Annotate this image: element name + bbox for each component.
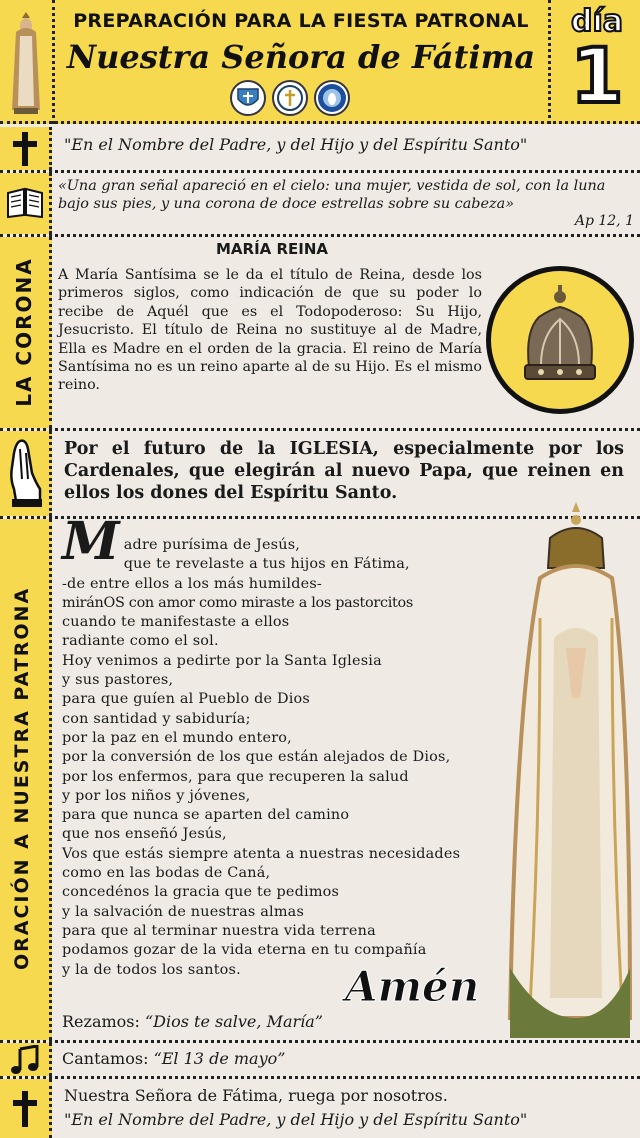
intention-text: Por el futuro de la IGLESIA, especialmente por los Cardenales, que elegirán al nuevo Papa, que reinen en ellos los dones del Espíritu Santo. — [64, 439, 624, 503]
prayer-line: concedénos la gracia que te pedimos — [62, 884, 340, 901]
parish-logo-icon — [230, 80, 266, 116]
marian-logo-icon — [314, 80, 350, 116]
prayer-line: y por los niños y jóvenes, — [62, 787, 251, 804]
scripture-reference: Ap 12, 1 — [574, 213, 634, 229]
prayer-line: que nos enseñó Jesús, — [62, 826, 227, 843]
prayer-line: para que al terminar nuestra vida terrena — [62, 922, 376, 939]
left-column-cell — [0, 173, 52, 234]
prayer-line: Hoy venimos a pedirte por la Santa Iglesia — [62, 652, 382, 669]
prayer-line: podamos gozar de la vida eterna en tu compañía — [62, 942, 427, 959]
prayer-line: y la salvación de nuestras almas — [62, 903, 305, 920]
left-column-cell — [0, 1043, 52, 1076]
day-number: 1 — [570, 31, 624, 120]
header-subtitle: Nuestra Señora de Fátima — [66, 38, 536, 76]
sign-of-cross-text: "En el Nombre del Padre, y del Hijo y del Espíritu Santo" — [64, 135, 528, 154]
cross-icon — [13, 1091, 37, 1127]
song-line — [62, 1049, 285, 1068]
left-column-cell — [0, 519, 52, 1040]
prayer-line: cuando te manifestaste a ellos — [62, 614, 290, 631]
la-corona-label: LA CORONA — [12, 257, 36, 407]
bible-icon — [6, 187, 44, 219]
prayer-line: radiante como el sol. — [62, 633, 219, 650]
prayer-line: por la paz en el mundo entero, — [62, 729, 292, 746]
prayer-line: miránOS con amor como miraste a los pastorcitos — [62, 594, 413, 611]
logo-row — [230, 80, 360, 116]
closing-invocation: Nuestra Señora de Fátima, ruega por nosotros. — [64, 1086, 448, 1105]
closing-sign-of-cross: "En el Nombre del Padre, y del Hijo y del Espíritu Santo" — [64, 1110, 528, 1129]
school-logo-icon — [272, 80, 308, 116]
divider — [0, 170, 640, 173]
scripture-text: «Una gran señal apareció en el cielo: una mujer, vestida de sol, con la luna bajo sus pies, y una corona de doce estrellas sobre su cabeza» — [58, 178, 606, 212]
song-title: “El 13 de mayo” — [153, 1049, 286, 1068]
divider — [0, 428, 640, 431]
left-column-cell — [0, 237, 52, 428]
header-divider — [548, 0, 551, 124]
header — [0, 0, 640, 124]
section-heading: MARÍA REINA — [216, 240, 329, 258]
header-title: PREPARACIÓN PARA LA FIESTA PATRONAL — [73, 10, 529, 32]
left-column-cell — [0, 127, 52, 170]
prayer-line: por los enfermos, para que recuperen la salud — [62, 768, 409, 785]
praying-hands-icon — [6, 439, 46, 509]
song-label: Cantamos: — [62, 1049, 149, 1068]
prayer-line: con santidad y sabiduría; — [62, 710, 251, 727]
header-divider — [52, 0, 55, 124]
amen-text: Amén — [345, 962, 480, 1011]
prayer-line: y sus pastores, — [62, 672, 174, 689]
divider — [0, 1040, 640, 1043]
prayer-line: que te revelaste a tus hijos en Fátima, — [123, 556, 410, 573]
prayer-dropcap: M — [62, 511, 120, 572]
divider — [0, 234, 640, 237]
rezamos-label: Rezamos: — [62, 1012, 140, 1031]
prayer-line: por la conversión de los que están alejados de Dios, — [62, 749, 451, 766]
statue-thumbnail-icon — [6, 6, 46, 118]
prayer-line: adre purísima de Jesús, — [123, 537, 301, 553]
left-column-cell — [0, 431, 52, 516]
prayer-line: para que nunca se aparten del camino — [62, 807, 350, 824]
music-note-icon — [11, 1045, 39, 1075]
crown-icon — [491, 271, 629, 409]
prayer-line: -de entre ellos a los más humildes- — [62, 575, 322, 592]
left-column-cell — [0, 1079, 52, 1138]
prayer-text — [62, 511, 622, 980]
cross-icon — [13, 132, 37, 166]
day-label: día — [570, 4, 623, 39]
crown-image — [486, 266, 634, 414]
prayer-line: como en las bodas de Caná, — [62, 865, 271, 882]
rezamos-line — [62, 1012, 323, 1031]
la-corona-text: A María Santísima se le da el título de Reina, desde los primeros siglos, como indicación de que su poder lo recibe de Aquél que es el Todopoderoso: Su Hijo, Jesucristo. El título de Reina no sustituye al de Madre, Ella es Madre en el orden de la gracia. El reino de María Santísima no es un reino aparte al de su Hijo. Es el mismo reino. — [58, 267, 482, 394]
rezamos-prayer: “Dios te salve, María” — [144, 1012, 323, 1031]
prayer-side-label: ORACIÓN A NUESTRA PATRONA — [11, 586, 33, 970]
prayer-line: Vos que estás siempre atenta a nuestras necesidades — [62, 845, 461, 862]
prayer-line: para que guíen al Pueblo de Dios — [62, 691, 311, 708]
divider — [0, 1076, 640, 1079]
prayer-line: y la de todos los santos. — [62, 961, 241, 978]
